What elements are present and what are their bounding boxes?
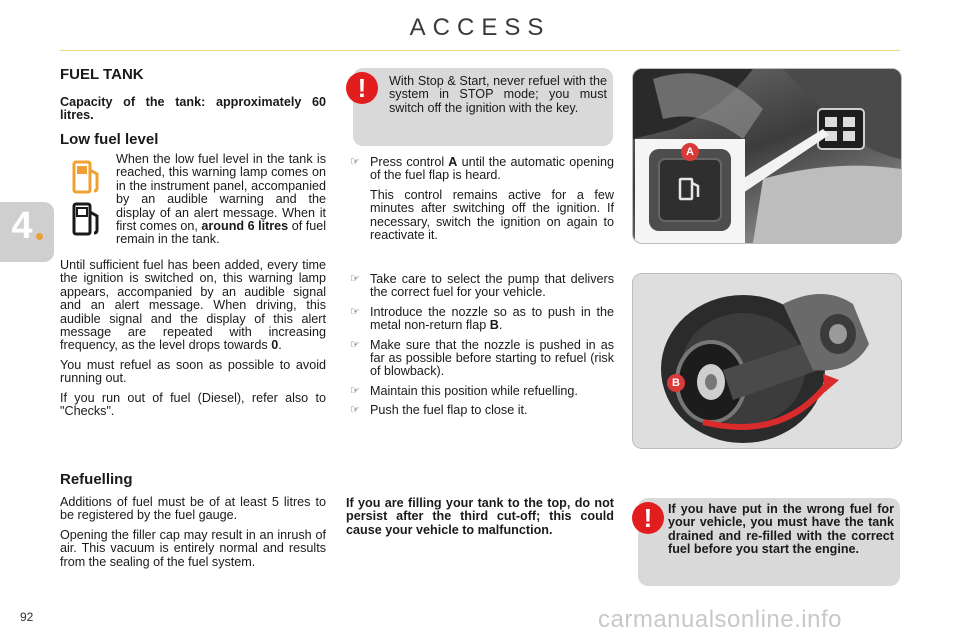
fuel-tank-heading (60, 66, 144, 83)
fuel-filler-illustration (633, 274, 901, 448)
refuelling-heading-text: Refuelling (60, 471, 133, 488)
fuel-flap-control-illustration (633, 69, 901, 243)
low-fuel-para-1-end: . (278, 338, 282, 353)
pointing-hand-icon: ☞ (350, 384, 360, 397)
warning-icon: ! (632, 502, 664, 534)
step-text: Push the fuel flap to close it. (370, 403, 528, 418)
callout-a: A (681, 143, 699, 161)
step-text: Take care to select the pump that delivers the correct fuel for your vehicle. (370, 272, 614, 300)
list-item (348, 273, 614, 300)
chapter-dot (36, 233, 43, 240)
pointing-hand-icon: ☞ (350, 404, 360, 417)
callout-b: B (667, 374, 685, 392)
step-text: Maintain this position while refuelling. (370, 383, 578, 398)
pointing-hand-icon: ☞ (350, 338, 360, 351)
low-fuel-intro-text: When the low fuel level in the tank is reached, this warning lamp comes on in the instrument panel, accompanied by an audible warning and the display of an alert message. When it first comes on, (116, 152, 326, 234)
fuel-filler-photo (632, 273, 902, 449)
warning-icon: ! (346, 72, 378, 104)
chapter-number: 4 (11, 205, 33, 247)
press-control-text: Press control (370, 155, 445, 169)
low-fuel-para-1-text: Until sufficient fuel has been added, every time the ignition is switched on, this warning lamp appears, accompanied by an audible signal and an alert message. When driving, this audible signal and the display of this alert message are repeated with increasing frequency, as the level drops towards (60, 258, 326, 353)
low-fuel-heading (60, 131, 158, 148)
low-fuel-intro (116, 153, 326, 247)
refuelling-steps (348, 273, 614, 424)
watermark: carmanualsonline.info (598, 606, 842, 633)
step-text: Make sure that the nozzle is pushed in as far as possible before starting to refuel (risk of blowback). (370, 337, 614, 379)
pointing-hand-icon: ☞ (350, 273, 360, 285)
list-item (348, 339, 614, 379)
refuelling-heading (60, 471, 133, 488)
low-fuel-para-1 (60, 259, 326, 353)
list-item (348, 385, 614, 398)
low-fuel-body (60, 259, 326, 424)
fuel-tank-heading-text: FUEL TANK (60, 66, 144, 83)
step-text: Introduce the nozzle so as to push in the metal non-return flap (370, 304, 614, 333)
low-fuel-intro-end: of fuel remain in the tank. (116, 219, 327, 247)
refuelling-para-1: Additions of fuel must be of at least 5 litres to be registered by the fuel gauge. (60, 495, 326, 523)
pointing-hand-icon: ☞ (350, 305, 360, 318)
low-fuel-para-1-bold: 0 (271, 338, 279, 353)
flap-b-label: B (489, 318, 499, 333)
list-item (348, 156, 614, 242)
header-rule (60, 50, 900, 51)
refuelling-body (60, 496, 326, 575)
low-fuel-para-2: You must refuel as soon as possible to avoid running out. (60, 357, 326, 386)
press-control-sub: This control remains active for a few minutes after switching off the ignition. If necessary, switch the ignition on again to reactivate it. (370, 187, 614, 243)
page-title: ACCESS (409, 14, 551, 41)
fuel-flap-control-photo (632, 68, 902, 244)
wrong-fuel-warning-text: If you have put in the wrong fuel for your vehicle, you must have the tank drained and re-filled with the correct fuel before you start the engine. (668, 502, 894, 557)
press-control-text-end: until the automatic opening of the fuel flap is heard. (370, 155, 615, 183)
fuel-pump-outline-icon (70, 200, 104, 238)
low-fuel-para-3: If you run out of fuel (Diesel), refer also to "Checks". (60, 390, 326, 419)
list-item (348, 404, 614, 417)
press-control-list (348, 156, 614, 248)
top-up-warning-note: If you are filling your tank to the top, do not persist after the third cut-off; this could cause your vehicle to malfunction. (346, 496, 614, 537)
control-a-label: A (448, 155, 458, 169)
fuel-pump-icon (70, 158, 104, 196)
low-fuel-heading-text: Low fuel level (60, 131, 159, 148)
low-fuel-intro-bold: around 6 litres (201, 219, 289, 234)
list-item (348, 306, 614, 333)
pointing-hand-icon: ☞ (350, 156, 360, 168)
page-number: 92 (20, 610, 34, 624)
stop-start-warning-text: With Stop & Start, never refuel with the system in STOP mode; you must switch off the ignition with the key. (389, 74, 607, 115)
step-text-end: . (498, 318, 503, 333)
tank-capacity: Capacity of the tank: approximately 60 litres. (60, 95, 326, 123)
refuelling-para-2: Opening the filler cap may result in an inrush of air. This vacuum is entirely normal and results from the sealing of the fuel system. (60, 527, 326, 569)
